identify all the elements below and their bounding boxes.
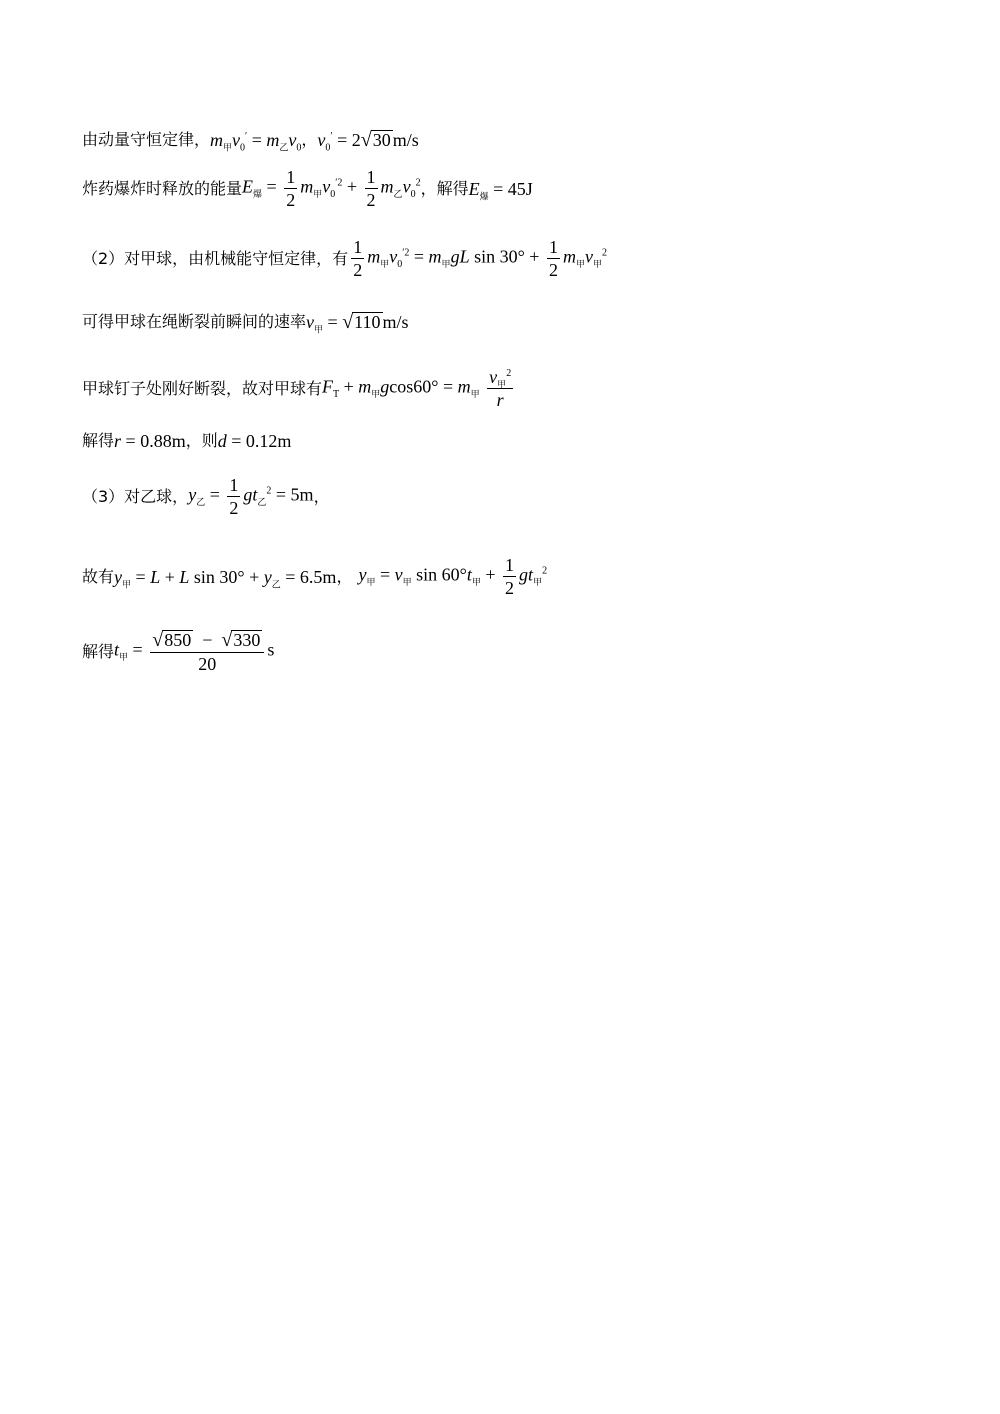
equation-line-4: [82, 311, 409, 336]
line-3-text: （2）对甲球，由机械能守恒定律，有: [82, 248, 349, 268]
line-2-text: 炸药爆炸时释放的能量: [82, 178, 243, 198]
equation-line-2: [82, 168, 533, 209]
line-4-text: 可得甲球在绳断裂前瞬间的速率: [82, 312, 307, 331]
line-8-sep: ，: [336, 566, 353, 586]
line-2-sep: ，解得: [420, 178, 469, 198]
line-9-text: 解得: [82, 641, 115, 661]
fall-equation: $y_乙$ = $\frac{1}{2}$ $gt_乙^2 = 5m$: [188, 475, 314, 518]
speed-result: $v_甲$ = √ 110 m/s: [306, 311, 409, 336]
line-1-sep: ，: [301, 130, 318, 149]
time-result: $t_甲$ = √ 850 − √ 330 20 s: [114, 629, 275, 674]
line-6-text: 解得: [82, 431, 115, 450]
energy-result: $E_爆 = 45J$: [468, 178, 533, 203]
energy-equation: $E_爆$ = $\frac{1}{2}$ $m_甲v_0^{'2}$ + $\frac{1}{2}$ $m_乙v_0^2$: [242, 167, 421, 210]
velocity-result: $v_0' = 2$ √ 30 m/s: [317, 129, 419, 154]
tension-equation: $F_T + m_甲gcos60^\circ = m_甲$ $\frac{v_甲^2}{r}$: [322, 367, 512, 410]
line-5-text: 甲球钉子处刚好断裂，故对甲球有: [82, 378, 323, 398]
equation-line-9: [82, 630, 274, 673]
mechanical-energy-equation: $\frac{1}{2}$ $m_甲v_0^{'2} = m_甲gL$ sin 30° + $\frac{1}{2}$ $m_甲v_甲^2$: [353, 237, 607, 280]
line-6-sep: ，则: [185, 431, 218, 450]
radius-result: r = 0.88m: [114, 431, 186, 451]
equation-line-7: [82, 476, 330, 517]
equation-line-3: [82, 238, 607, 279]
distance-result: d = 0.12m: [217, 431, 292, 451]
equation-line-6: [82, 432, 291, 450]
height-equation: $y_甲 = L + L$ $\sin 30^\circ + y_乙 = 6.5m$: [114, 566, 337, 591]
equation-line-8: [82, 556, 547, 597]
projectile-equation: $y_甲 = v_甲$ $\sin 60^\circ t_甲$ + $\frac{1}{2}$ $gt_甲^2$: [358, 555, 548, 598]
momentum-equation: $m_甲v_0' = m_乙v_0$: [210, 130, 302, 154]
line-1-text: 由动量守恒定律，: [82, 130, 211, 149]
line-7-post: ，: [313, 486, 330, 506]
line-8-text: 故有: [82, 566, 115, 586]
line-7-text: （3）对乙球，: [82, 486, 189, 506]
equation-line-1: [82, 129, 419, 154]
equation-line-5: [82, 368, 516, 409]
